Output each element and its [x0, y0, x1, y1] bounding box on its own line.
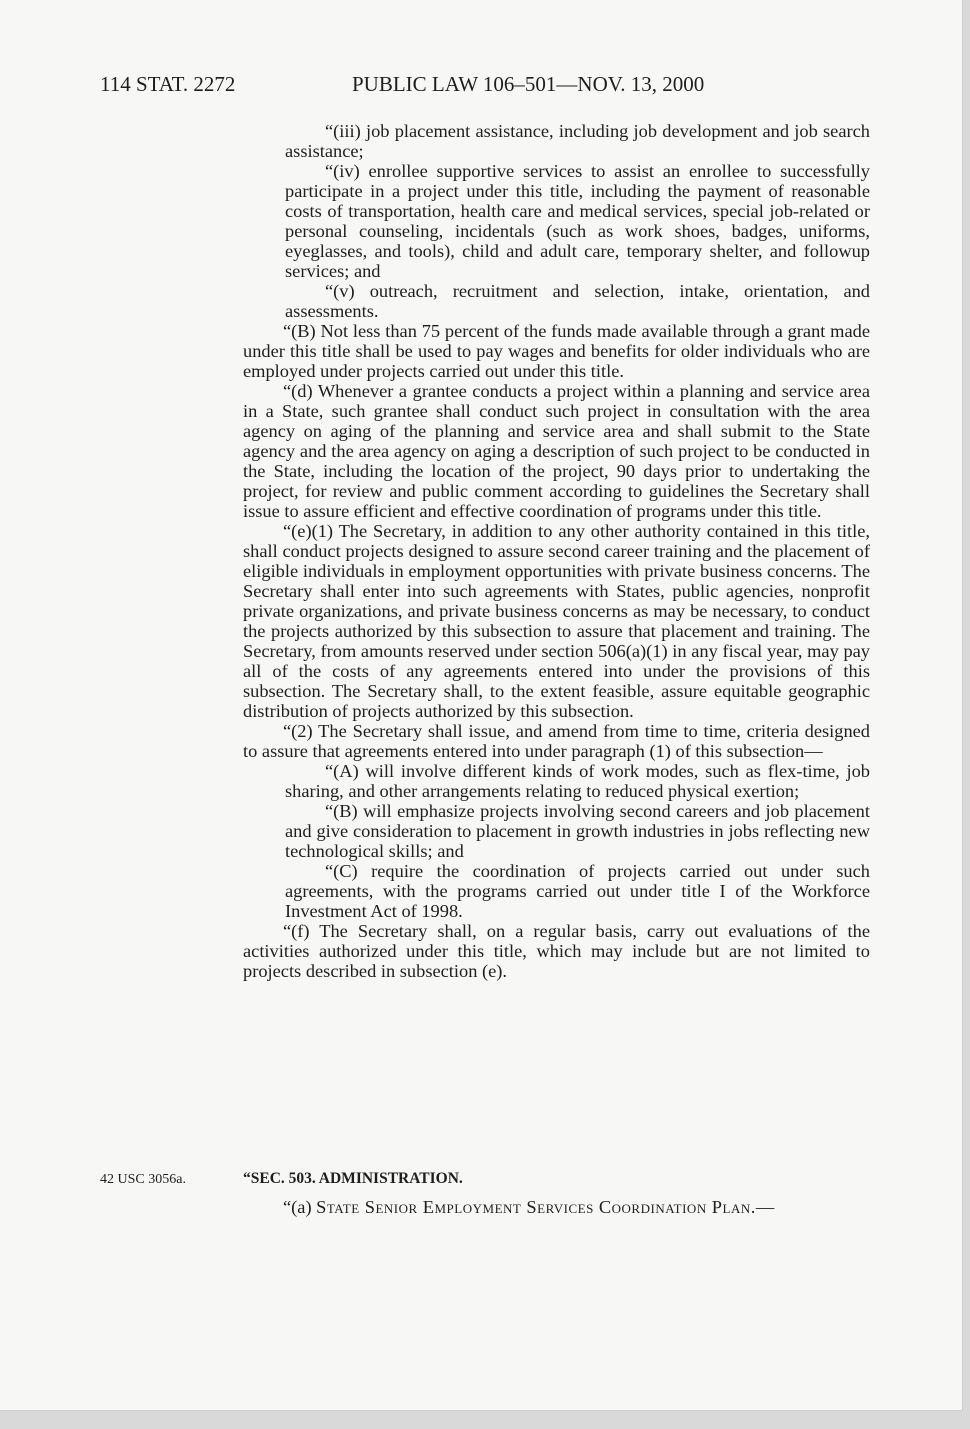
- paragraph-iii: “(iii) job placement assistance, including job development and job search assistance;: [285, 121, 870, 161]
- subsection-title: State Senior Employment Services Coordination Plan.—: [316, 1197, 775, 1217]
- paragraph-B: “(B) Not less than 75 percent of the funds made available through a grant made under this title shall be used to pay wages and benefits for older individuals who are employed under projects carried out under this title.: [243, 321, 870, 381]
- paragraph-d: “(d) Whenever a grantee conducts a project within a planning and service area in a State, such grantee shall conduct such project in consultation with the area agency on aging of the planning and service area and shall submit to the State agency and the area agency on aging a description of such project to be conducted in the State, including the location of the project, 90 days prior to undertaking the project, for review and public comment according to guidelines the Secretary shall issue to assure efficient and effective coordination of programs under this title.: [243, 381, 870, 521]
- paragraph-e2-C: “(C) require the coordination of projects carried out under such agreements, with the programs carried out under title I of the Workforce Investment Act of 1998.: [285, 861, 870, 921]
- subsection-a: [243, 1196, 870, 1218]
- paragraph-v: “(v) outreach, recruitment and selection, intake, orientation, and assessments.: [285, 281, 870, 321]
- public-law-header: PUBLIC LAW 106–501—NOV. 13, 2000: [352, 72, 705, 96]
- section-heading: “SEC. 503. ADMINISTRATION.: [243, 1170, 463, 1187]
- subsection-prefix: “(a): [283, 1197, 317, 1217]
- paragraph-iv: “(iv) enrollee supportive services to assist an enrollee to successfully participate in a project under this title, including the payment of reasonable costs of transportation, health care and medical services, special job-related or personal counseling, incidentals (such as work shoes, badges, uniforms, eyeglasses, and tools), child and adult care, temporary shelter, and followup services; and: [285, 161, 870, 281]
- stat-page-number: 114 STAT. 2272: [100, 72, 236, 96]
- paragraph-f: “(f) The Secretary shall, on a regular basis, carry out evaluations of the activities authorized under this title, which may include but are not limited to projects described in subsection (e).: [243, 921, 870, 981]
- paragraph-e2: “(2) The Secretary shall issue, and amend from time to time, criteria designed to assure that agreements entered into under paragraph (1) of this subsection—: [243, 721, 870, 761]
- paragraph-e1: “(e)(1) The Secretary, in addition to any other authority contained in this title, shall conduct projects designed to assure second career training and the placement of eligible individuals in employment opportunities with private business concerns. The Secretary shall enter into such agreements with States, public agencies, nonprofit private organizations, and private business concerns as may be necessary, to conduct the projects authorized by this subsection to assure that placement and training. The Secretary, from amounts reserved under section 506(a)(1) in any fiscal year, may pay all of the costs of any agreements entered into under the provisions of this subsection. The Secretary shall, to the extent feasible, assure equitable geographic distribution of projects authorized by this subsection.: [243, 521, 870, 721]
- paragraph-e2-B: “(B) will emphasize projects involving second careers and job placement and give consideration to placement in growth industries in jobs reflecting new technological skills; and: [285, 801, 870, 861]
- paragraph-e2-A: “(A) will involve different kinds of work modes, such as flex-time, job sharing, and other arrangements relating to reduced physical exertion;: [285, 761, 870, 801]
- usc-margin-note: 42 USC 3056a.: [100, 1172, 186, 1187]
- body-text: [243, 121, 870, 981]
